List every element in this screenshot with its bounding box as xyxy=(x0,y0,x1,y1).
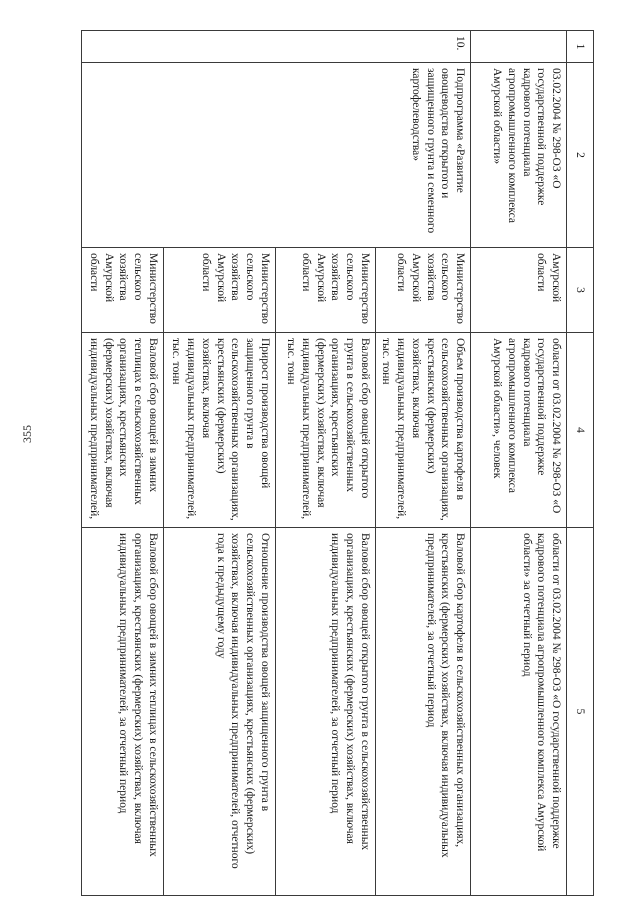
program-name xyxy=(275,63,375,248)
indicator-name: области от 03.02.2004 № 298-ОЗ «О государственной поддержке кадрового потенциала агропромышленного комплекса Амурской области», человек xyxy=(471,333,567,528)
row-number xyxy=(275,31,375,63)
header-col-1: 1 xyxy=(567,31,594,63)
program-name: Подпрограмма «Развитие овощеводства открытого и защищенного грунта и семенного картофелеводства» xyxy=(375,63,470,248)
responsible-body: Министерство сельского хозяйства Амурской области xyxy=(81,248,163,333)
responsible-body: Амурской области xyxy=(471,248,567,333)
row-number xyxy=(163,31,275,63)
indicator-method: Валовой сбор овощей открытого грунта в сельскохозяйственных организациях, крестьянских (фермерских) хозяйствах, включая индивидуальных предпринимателей, за отчетный период xyxy=(275,528,375,896)
page-number: 355 xyxy=(20,425,34,443)
responsible-body: Министерство сельского хозяйства Амурской области xyxy=(275,248,375,333)
indicator-name: Прирост производства овощей защищенного грунта в сельскохозяйственных организациях, крестьянских (фермерских) хозяйствах, включая индивидуальных предпринимателей, тыс. тонн xyxy=(163,333,275,528)
header-row xyxy=(567,31,594,896)
indicators-table xyxy=(81,30,594,896)
rotated-table-region xyxy=(87,30,594,895)
header-col-2: 2 xyxy=(567,63,594,248)
responsible-body: Министерство сельского хозяйства Амурской области xyxy=(375,248,470,333)
program-name xyxy=(81,63,163,248)
program-name xyxy=(163,63,275,248)
table-row xyxy=(471,31,567,896)
indicator-method: Валовой сбор картофеля в сельскохозяйственных организациях, крестьянских (фермерских) хозяйствах, включая индивидуальных предпринимателей, за отчетный период xyxy=(375,528,470,896)
indicator-method: Валовой сбор овощей в зимних теплицах в сельскохозяйственных организациях, крестьянских (фермерских) хозяйствах, включая индивидуальных предпринимателей, за отчетный период xyxy=(81,528,163,896)
table-row xyxy=(163,31,275,896)
indicator-name: Валовой сбор овощей открытого грунта в сельскохозяйственных организациях, крестьянских (фермерских) хозяйствах, включая индивидуальных предпринимателей, тыс. тонн xyxy=(275,333,375,528)
header-col-3: 3 xyxy=(567,248,594,333)
indicator-name: Валовой сбор овощей в зимних теплицах в сельскохозяйственных организациях, крестьянских (фермерских) хозяйствах, включая индивидуальных предпринимателей, xyxy=(81,333,163,528)
row-number xyxy=(81,31,163,63)
program-name: 03.02.2004 № 298-ОЗ «О государственной поддержке кадрового потенциала агропромышленного комплекса Амурской области» xyxy=(471,63,567,248)
table-row xyxy=(275,31,375,896)
row-number: 10. xyxy=(375,31,470,63)
header-col-4: 4 xyxy=(567,333,594,528)
indicator-name: Объем производства картофеля в сельскохозяйственных организациях, крестьянских (фермерских) хозяйствах, включая индивидуальных предпринимателей, тыс. тонн xyxy=(375,333,470,528)
indicator-method: Отношение производства овощей защищенного грунта в сельскохозяйственных организациях, крестьянских (фермерских) хозяйствах, включая индивидуальных предпринимателей, отчетного года к предыдущему году xyxy=(163,528,275,896)
header-col-5: 5 xyxy=(567,528,594,896)
table-row xyxy=(375,31,470,896)
table-row xyxy=(81,31,163,896)
responsible-body: Министерство сельского хозяйства Амурской области xyxy=(163,248,275,333)
row-number xyxy=(471,31,567,63)
indicator-method: области от 03.02.2004 № 298-ОЗ «О государственной поддержке кадрового потенциала агропромышленного комплекса Амурской области» за отчетный период xyxy=(471,528,567,896)
